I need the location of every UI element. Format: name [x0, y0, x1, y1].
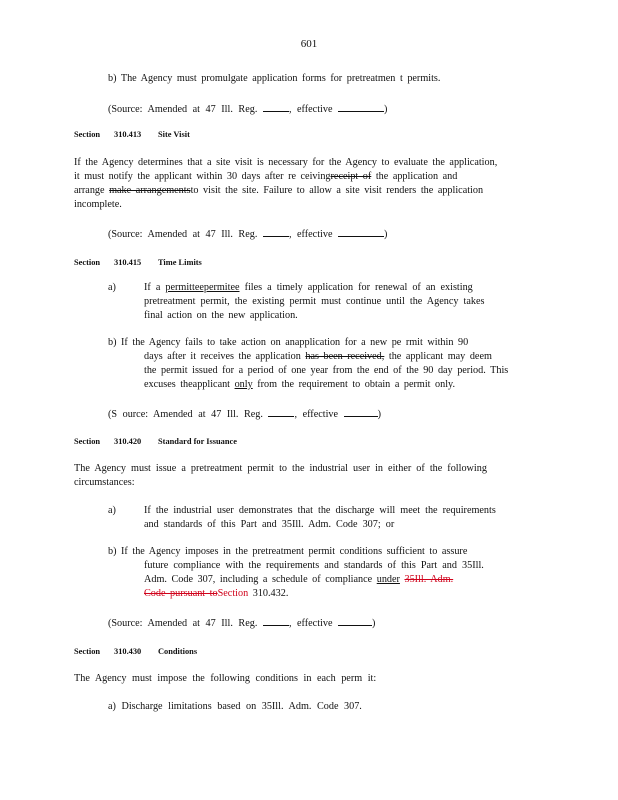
source-close: )	[384, 229, 388, 240]
source-blank-date	[338, 615, 372, 626]
section-label: Section	[74, 437, 101, 446]
section-title: Site Visit	[158, 130, 190, 139]
p413-line2-text: it must notify the applicant within 30 days after re ceiving	[74, 171, 331, 182]
source-note-4	[108, 615, 375, 631]
source-note-2	[108, 226, 387, 242]
p413-deleted-text: receipt of	[330, 171, 372, 182]
b420-line1: b) If the Agency imposes in the pretreatment permit conditions sufficient to assure	[108, 546, 468, 557]
b415-text-rest: the applicant may deem	[388, 351, 492, 362]
a415-line2: pretreatment permit, the existing permit must continue until the Agency takes	[144, 296, 485, 307]
b415-text-rest: from the requirement to obtain a permit only.	[257, 379, 456, 390]
b420-line4	[144, 587, 288, 601]
p430-text: The Agency must impose the following conditions in each perm it:	[74, 673, 377, 684]
section-number: 310.420	[114, 437, 142, 446]
section-title: Standard for Issuance	[158, 437, 237, 446]
source-comma: ,	[288, 104, 292, 115]
paragraph-b-application-forms: b) The Agency must promulgate application forms for pretreatmen t permits.	[108, 73, 441, 84]
source-close: )	[372, 618, 376, 629]
b415-underlined-only: only	[234, 379, 253, 390]
section-label: Section	[74, 258, 101, 267]
b420-deleted-code-ref: 35Ill. Adm.	[404, 574, 454, 585]
source-close: )	[384, 104, 388, 115]
p420-line2: circumstances:	[74, 477, 135, 488]
p413-inserted-text: arrange	[74, 185, 105, 196]
source-effective: effective	[297, 104, 333, 115]
page-number: 601	[300, 38, 318, 50]
a415-marker: a)	[108, 282, 116, 293]
section-heading-310-420	[74, 435, 237, 449]
p413-line2	[74, 170, 457, 184]
source-blank-date	[338, 226, 384, 237]
a415-text-rest: files a timely application for renewal of an existing	[244, 282, 473, 293]
b415-line4	[144, 378, 455, 392]
b415-line1: b) If the Agency fails to take action on anapplication for a new pe rmit within 90	[108, 337, 469, 348]
source-blank-date	[338, 101, 384, 112]
p413-line3-rest: to visit the site. Failure to allow a site visit renders the application	[190, 185, 484, 196]
source-text: (Source: Amended at 47 Ill. Reg.	[108, 229, 258, 240]
a415-line1	[144, 281, 473, 295]
section-number: 310.413	[114, 130, 142, 139]
b420-underlined-under: under	[376, 574, 400, 585]
section-heading-310-430	[74, 645, 197, 659]
b420-section-number: 310.432.	[252, 588, 289, 599]
b420-deleted-pursuant: Code pursuant to	[144, 588, 218, 599]
a415-line3: final action on the new application.	[144, 310, 298, 321]
a420-line2: and standards of this Part and 35Ill. Adm. Code 307; or	[144, 519, 395, 530]
section-title: Time Limits	[158, 258, 202, 267]
source-comma: ,	[288, 229, 292, 240]
b415-line2	[144, 350, 492, 364]
b415-text: excuses theapplicant	[144, 379, 231, 390]
a430-text: a) Discharge limitations based on 35Ill. Adm. Code 307.	[108, 701, 362, 712]
b420-line2: future compliance with the requirements and standards of this Part and 35Ill.	[144, 560, 484, 571]
source-effective: effective	[297, 618, 333, 629]
b420-line3	[144, 573, 453, 587]
p413-line4: incomplete.	[74, 199, 122, 210]
b420-text: Adm. Code 307, including a schedule of compliance	[144, 574, 373, 585]
p413-line2-rest: the application and	[375, 171, 458, 182]
source-comma: ,	[294, 409, 298, 420]
section-heading-310-413	[74, 128, 190, 142]
source-text: (Source: Amended at 47 Ill. Reg.	[108, 618, 258, 629]
p413-line1: If the Agency determines that a site visit is necessary for the Agency to evaluate the application,	[74, 157, 498, 168]
source-note-3	[108, 406, 381, 422]
a415-underlined-term: permitteepermitee	[165, 282, 240, 293]
section-number: 310.415	[114, 258, 142, 267]
p413-line3	[74, 184, 483, 198]
a415-text: If a	[144, 282, 161, 293]
b415-deleted-text: has been received,	[305, 351, 385, 362]
a420-marker: a)	[108, 505, 116, 516]
section-title: Conditions	[158, 647, 198, 656]
source-blank-reg	[263, 615, 289, 626]
source-blank-reg	[268, 406, 294, 417]
section-label: Section	[74, 647, 101, 656]
b415-line3: the permit issued for a period of one year from the end of the 90 day period. This	[144, 365, 509, 376]
p413-deleted-arrangements: make arrangements	[109, 185, 191, 196]
source-text: (Source: Amended at 47 Ill. Reg.	[108, 104, 258, 115]
source-note-1	[108, 101, 387, 117]
source-effective: effective	[302, 409, 339, 420]
source-text: (S ource: Amended at 47 Ill. Reg.	[108, 409, 263, 420]
source-blank-reg	[263, 226, 289, 237]
p420-line1: The Agency must issue a pretreatment permit to the industrial user in either of the following	[74, 463, 487, 474]
b415-text: days after it receives the application	[144, 351, 301, 362]
source-comma: ,	[288, 618, 292, 629]
section-heading-310-415	[74, 256, 202, 270]
section-label: Section	[74, 130, 101, 139]
section-number: 310.430	[114, 647, 142, 656]
source-blank-date	[344, 406, 378, 417]
b420-inserted-section: Section	[217, 588, 249, 599]
a420-line1: If the industrial user demonstrates that the discharge will meet the requirements	[144, 505, 496, 516]
source-close: )	[377, 409, 381, 420]
source-effective: effective	[297, 229, 333, 240]
source-blank-reg	[263, 101, 289, 112]
